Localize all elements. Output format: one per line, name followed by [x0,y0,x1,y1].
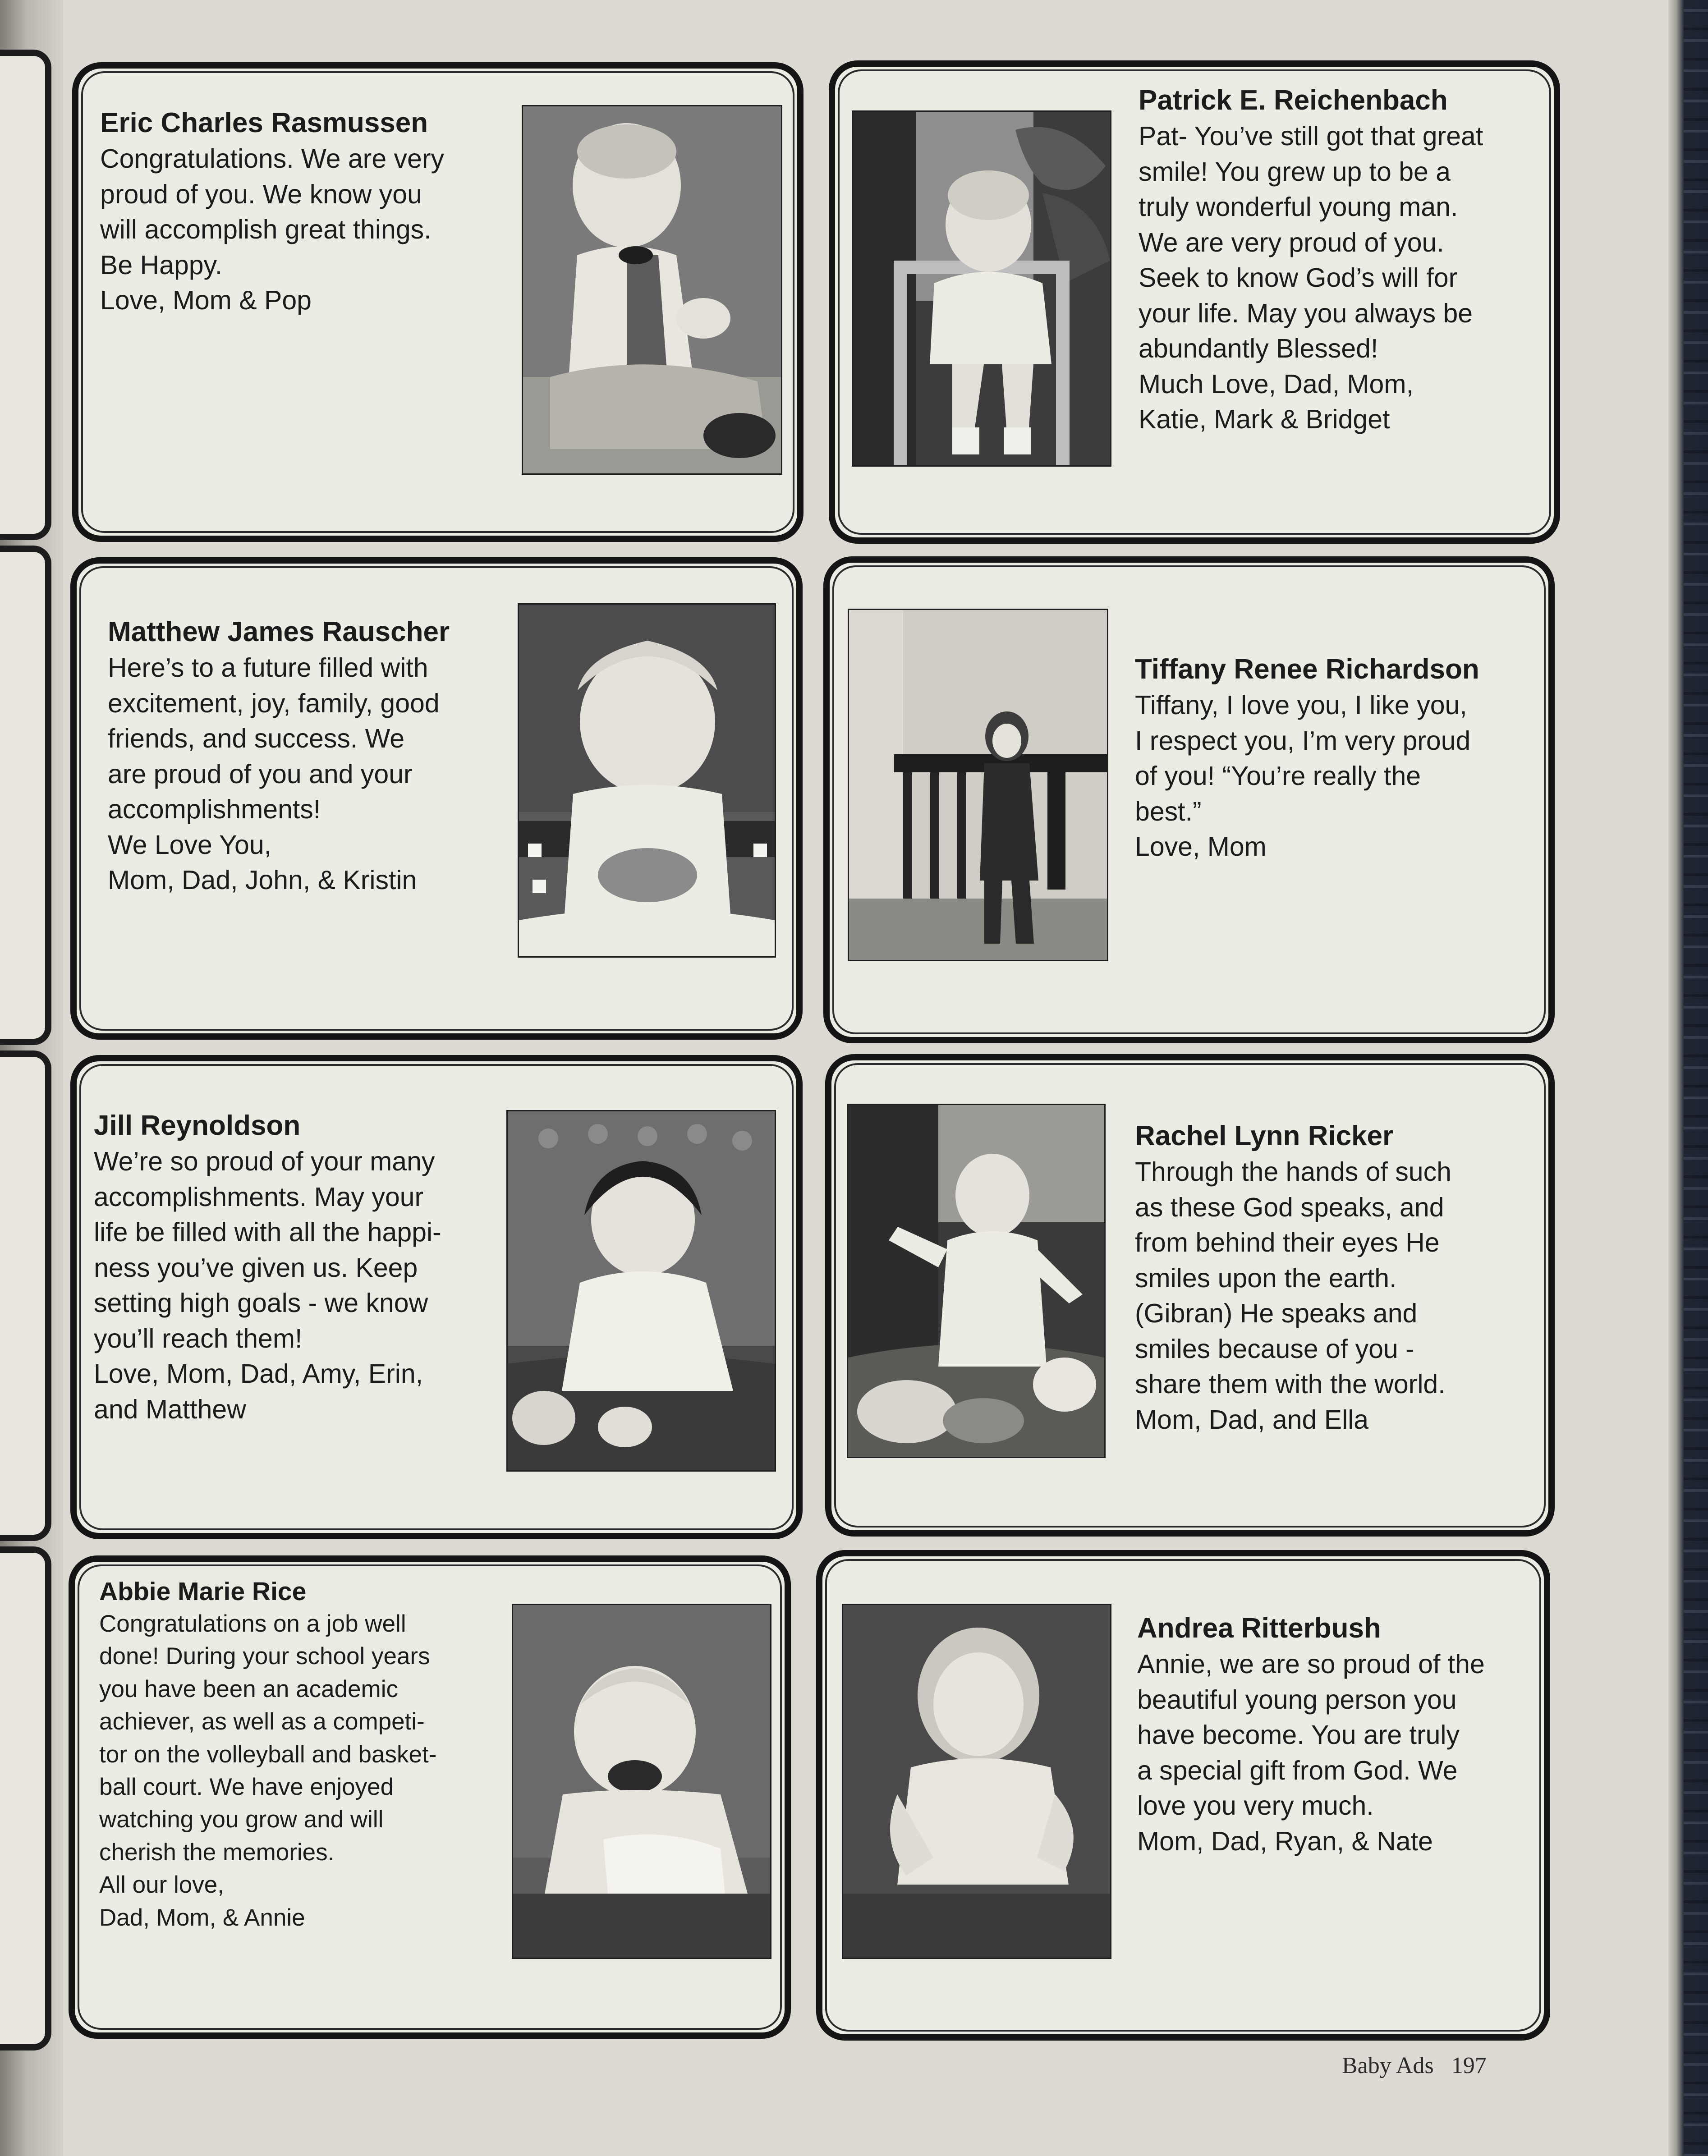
message-line: Through the hands of such [1135,1157,1451,1187]
student-name: Rachel Lynn Ricker [1135,1120,1394,1151]
page-number: 197 [1451,2053,1487,2078]
message-line: friends, and success. We [108,724,405,753]
message-line: as these God speaks, and [1135,1192,1444,1222]
student-name: Matthew James Rauscher [108,616,450,647]
baby-photo [842,1604,1111,1959]
message-line: Love, Mom [1135,832,1267,862]
message-line: Love, Mom, Dad, Amy, Erin, [94,1359,423,1389]
message-line: you’ll reach them! [94,1323,303,1353]
student-name: Tiffany Renee Richardson [1135,654,1479,685]
message-line: from behind their eyes He [1135,1228,1440,1257]
message-line: Mom, Dad, Ryan, & Nate [1137,1826,1433,1856]
message-line: Here’s to a future filled with [108,653,428,683]
previous-page-edge [0,50,51,540]
message-line: your life. May you always be [1139,298,1473,328]
message-line: truly wonderful young man. [1139,192,1458,222]
message-line: (Gibran) He speaks and [1135,1298,1418,1328]
message-line: done! During your school years [99,1643,430,1670]
message-line: Tiffany, I love you, I like you, [1135,690,1467,720]
message-line: achiever, as well as a competi- [99,1708,425,1735]
message-line: setting high goals - we know [94,1288,428,1318]
message-line: Congratulations on a job well [99,1610,406,1637]
baby-photo [847,1104,1106,1458]
message-line: watching you grow and will [99,1806,384,1833]
message-line: Seek to know God’s will for [1139,263,1458,293]
message-line: best.” [1135,796,1202,826]
baby-ad-text [99,1575,436,1934]
message-line: Love, Mom & Pop [100,285,312,315]
book-spine-texture [1684,0,1708,2156]
baby-photo [506,1110,776,1472]
message-line: abundantly Blessed! [1139,334,1378,363]
message-line: Pat- You’ve still got that great [1139,121,1483,151]
message-line: All our love, [99,1872,224,1899]
message-line: Mom, Dad, John, & Kristin [108,865,417,895]
message-line: tor on the volleyball and basket- [99,1741,437,1768]
previous-page-edge [0,1546,51,2050]
message-line: ness you’ve given us. Keep [94,1252,418,1283]
baby-ad-text [1137,1610,1485,1859]
baby-ad-text [100,105,444,318]
baby-photo [852,110,1111,467]
baby-photo [518,603,776,958]
student-name: Andrea Ritterbush [1137,1613,1381,1644]
message-line: Annie, we are so proud of the [1137,1649,1485,1679]
message-line: Dad, Mom, & Annie [99,1904,305,1931]
message-line: and Matthew [94,1394,246,1424]
baby-ad-text [94,1108,441,1427]
baby-ad-text [1135,1118,1451,1437]
message-line: will accomplish great things. [100,215,432,244]
message-line: proud of you. We know you [100,179,422,209]
message-line: cherish the memories. [99,1839,335,1866]
message-line: smiles because of you - [1135,1334,1414,1364]
message-line: I respect you, I’m very proud [1135,725,1471,756]
student-name: Abbie Marie Rice [99,1577,307,1606]
baby-ad-text [1139,83,1483,437]
message-line: smiles upon the earth. [1135,1263,1397,1293]
message-line: smile! You grew up to be a [1139,156,1451,187]
message-line: of you! “You’re really the [1135,761,1421,791]
message-line: you have been an academic [99,1675,398,1702]
message-line: are proud of you and your [108,759,413,789]
message-line: life be filled with all the happi- [94,1217,441,1247]
message-line: love you very much. [1137,1791,1374,1821]
message-line: excitement, joy, family, good [108,688,440,718]
baby-photo [512,1604,771,1959]
section-label: Baby Ads [1342,2053,1434,2078]
message-line: beautiful young person you [1137,1684,1457,1715]
message-line: We are very proud of you. [1139,227,1444,257]
baby-ad-text [1135,651,1479,865]
message-line: Congratulations. We are very [100,144,444,174]
page-footer [1342,2052,1487,2079]
message-line: accomplishments! [108,794,321,824]
student-name: Patrick E. Reichenbach [1139,85,1448,116]
message-line: have become. You are truly [1137,1720,1460,1750]
message-line: ball court. We have enjoyed [99,1774,394,1801]
baby-photo [522,105,782,475]
message-line: We’re so proud of your many [94,1147,435,1176]
message-line: share them with the world. [1135,1369,1446,1399]
message-line: a special gift from God. We [1137,1755,1458,1785]
baby-photo [848,609,1108,961]
message-line: accomplishments. May your [94,1182,424,1212]
previous-page-edge [0,546,51,1045]
message-line: Be Happy. [100,250,223,280]
message-line: Mom, Dad, and Ella [1135,1404,1369,1435]
baby-ad-text [108,614,450,898]
student-name: Jill Reynoldson [94,1110,301,1141]
message-line: Katie, Mark & Bridget [1139,404,1390,434]
message-line: We Love You, [108,830,272,860]
message-line: Much Love, Dad, Mom, [1139,369,1414,399]
student-name: Eric Charles Rasmussen [100,107,428,138]
previous-page-edge [0,1050,51,1541]
